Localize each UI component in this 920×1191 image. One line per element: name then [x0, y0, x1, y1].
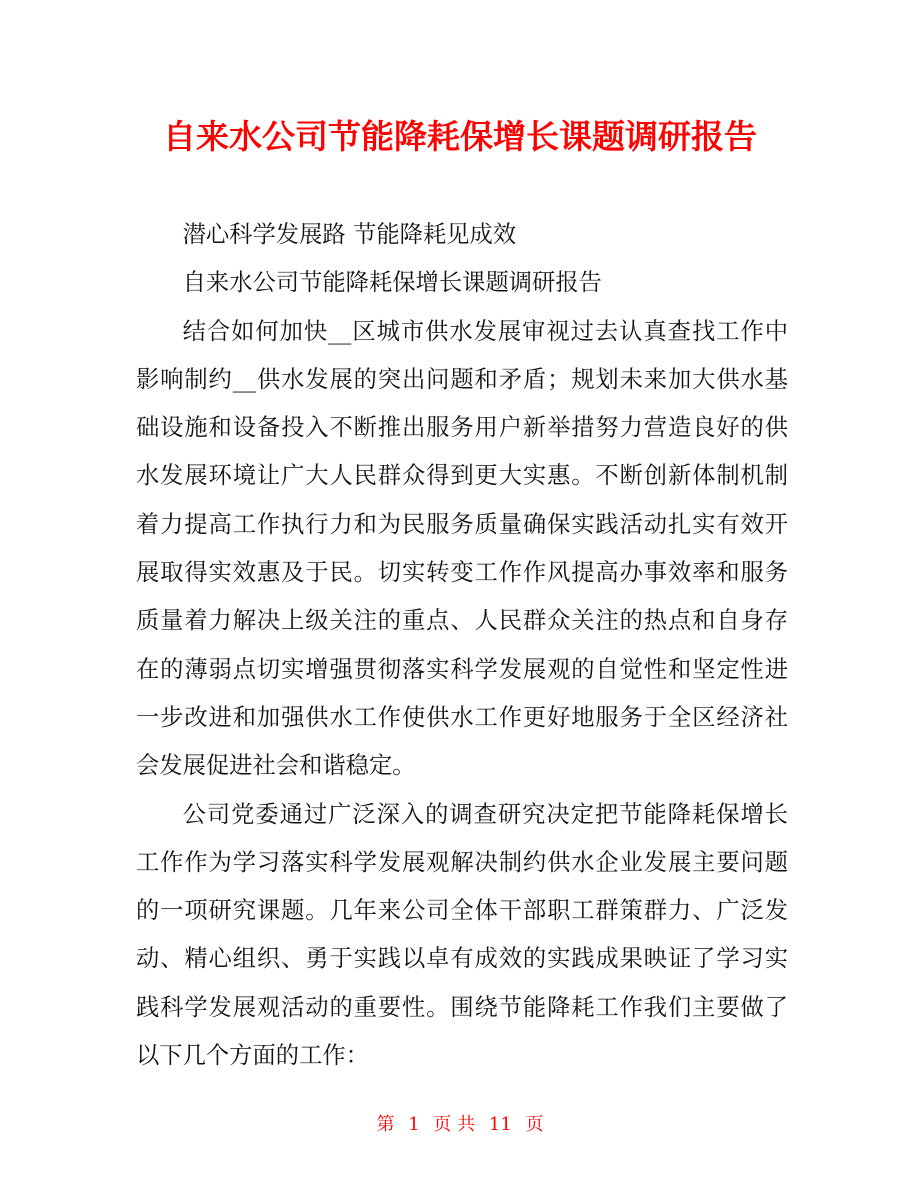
- document-body: [136, 211, 788, 1080]
- report-name-line: 自来水公司节能降耗保增长课题调研报告: [182, 269, 602, 297]
- footer-mid: 页 共: [433, 1114, 476, 1135]
- document-title: 自来水公司节能降耗保增长课题调研报告: [163, 117, 757, 156]
- footer-suffix: 页: [525, 1114, 544, 1135]
- page-footer: [0, 1110, 920, 1140]
- footer-total-pages: 11: [488, 1114, 512, 1135]
- subtitle-line: 潜心科学发展路 节能降耗见成效: [182, 221, 517, 248]
- footer-prefix: 第: [376, 1114, 395, 1135]
- body-paragraph: 结合如何加快__区城市供水发展审视过去认真查找工作中影响制约__供水发展的突出问题和矛盾；规划未来加大供水基础设施和设备投入不断推出服务用户新举措努力营造良好的供水发展环境让广大人民群众得到更大实惠。不断创新体制机制着力提高工作执行力和为民服务质量确保实践活动扎实有效开展取得实效惠及于民。切实转变工作作风提高办事效率和服务质量着力解决上级关注的重点、人民群众关注的热点和自身存在的薄弱点切实增强贯彻落实科学发展观的自觉性和坚定性进一步改进和加强供水工作使供水工作更好地服务于全区经济社会发展促进社会和谐稳定。: [136, 317, 788, 780]
- footer-page-number: 1: [408, 1114, 420, 1135]
- body-paragraph: 公司党委通过广泛深入的调查研究决定把节能降耗保增长工作作为学习落实科学发展观解决制约供水企业发展主要问题的一项研究课题。几年来公司全体干部职工群策群力、广泛发动、精心组织、勇于实践以卓有成效的实践成果映证了学习实践科学发展观活动的重要性。围绕节能降耗工作我们主要做了以下几个方面的工作：: [136, 800, 788, 1070]
